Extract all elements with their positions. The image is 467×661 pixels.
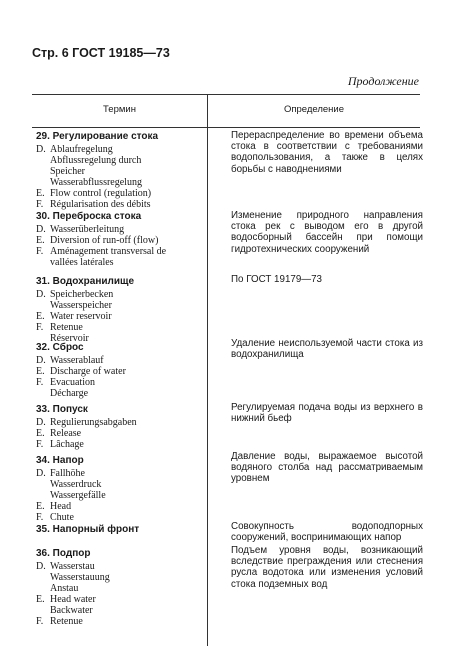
term-title: 30. Переброска стока [36, 211, 142, 222]
term-lang-line: E. Water reservoir [36, 311, 112, 322]
term-lang-line: Wasserdruck [50, 479, 102, 490]
term-lang-line: Backwater [50, 605, 93, 616]
term-lang-line: D. Wasserstau [36, 561, 95, 572]
term-lang-line: D. Regulierungsabgaben [36, 417, 137, 428]
term-lang-line: D. Speicherbecken [36, 289, 114, 300]
term-35 [36, 524, 206, 537]
term-36 [36, 548, 206, 627]
definition-31: По ГОСТ 19179—73 [231, 274, 322, 285]
term-lang-line: F. Retenue [36, 322, 83, 333]
continuation-label: Продолжение [347, 74, 419, 88]
term-lang-line: F. Régularisation des débits [36, 199, 151, 210]
term-33 [36, 404, 206, 450]
term-lang-line: F. Evacuation [36, 377, 95, 388]
term-lang-line: vallées latérales [50, 257, 114, 268]
term-title: 29. Регулирование стока [36, 131, 159, 142]
term-lang-line: D. Ablaufregelung [36, 144, 113, 155]
term-title: 34. Напор [36, 455, 84, 466]
definition-30: Изменение природного направления стока рек с выводом его в другой водосборный бассейн при помощи гидротехнических сооружений [231, 210, 423, 255]
term-lang-line: D. Wasserablauf [36, 355, 104, 366]
term-column-header: Термин [103, 104, 136, 115]
term-lang-line: Abflussregelung durch [50, 155, 142, 166]
term-32 [36, 342, 206, 399]
definition-32: Удаление неиспользуемой части стока из водохранилища [231, 338, 423, 361]
term-lang-line: Décharge [50, 388, 89, 399]
column-divider [207, 126, 208, 646]
term-lang-line: Réservoir [50, 333, 89, 344]
term-lang-line: Wasserstauung [50, 572, 110, 583]
term-lang-line: E. Discharge of water [36, 366, 126, 377]
term-lang-line: E. Flow control (regulation) [36, 188, 152, 199]
term-title: 36. Подпор [36, 548, 91, 559]
term-lang-line: D. Wasserüberleitung [36, 224, 125, 235]
definition-35: Совокупность водоподпорных сооружений, воспринимающих напор [231, 521, 423, 544]
term-lang-line: F. Aménagement transversal de [36, 246, 167, 257]
term-lang-line: E. Release [36, 428, 82, 439]
term-29 [36, 131, 206, 210]
table-header [32, 94, 420, 128]
term-lang-line: F. Lâchage [36, 439, 84, 450]
term-31 [36, 276, 206, 344]
page-header: Стр. 6 ГОСТ 19185—73 [32, 46, 170, 60]
definition-column-header: Определение [283, 104, 345, 115]
term-lang-line: F. Retenue [36, 616, 83, 627]
term-lang-line: Wasserspeicher [50, 300, 112, 311]
term-title: 31. Водохранилище [36, 276, 135, 287]
term-30 [36, 211, 206, 268]
definition-33: Регулируемая подача воды из верхнего в нижний бьеф [231, 402, 423, 425]
term-lang-line: Wassergefälle [50, 490, 106, 501]
term-lang-line: E. Head [36, 501, 72, 512]
term-lang-line: Speicher [50, 166, 85, 177]
term-lang-line: Wasserabflussregelung [50, 177, 142, 188]
term-title: 32. Сброс [36, 342, 84, 353]
definition-36: Подъем уровня воды, возникающий вследствие преграждения или стеснения русла водотока или изменения условий стока подземных вод [231, 545, 423, 590]
term-title: 33. Попуск [36, 404, 88, 415]
term-lang-line: Anstau [50, 583, 79, 594]
term-lang-line: F. Chute [36, 512, 74, 523]
term-34 [36, 455, 206, 523]
definition-29: Перераспределение во времени объема стока в соответствии с требованиями водопользования, а также в целях борьбы с наводнениями [231, 130, 423, 175]
term-lang-line: D. Fallhöhe [36, 468, 85, 479]
term-lang-line: E. Diversion of run-off (flow) [36, 235, 159, 246]
term-lang-line: E. Head water [36, 594, 96, 605]
definition-34: Давление воды, выражаемое высотой водяного столба над рассматриваемым уровнем [231, 451, 423, 485]
term-title: 35. Напорный фронт [36, 524, 140, 535]
